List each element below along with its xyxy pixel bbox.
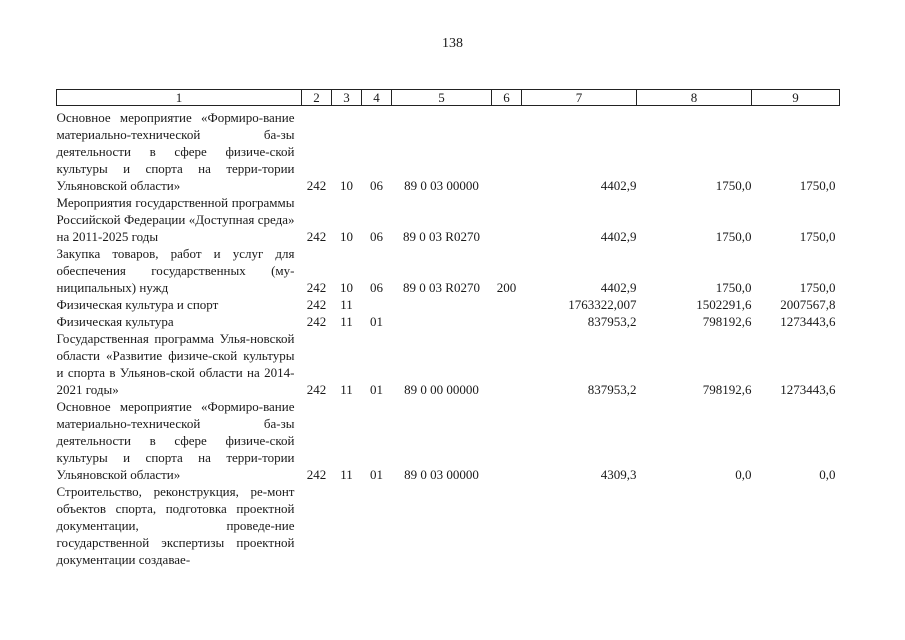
- row-csr: 89 0 00 00000: [404, 382, 479, 397]
- row-grbs: 242: [306, 178, 327, 193]
- row-pr: 06: [370, 178, 383, 193]
- row-vr: 200: [496, 280, 517, 295]
- row-grbs: 242: [306, 229, 327, 244]
- row-name: Мероприятия государственной программы Российской Федерации «Доступная среда» на 2011-2025 годы: [56, 195, 295, 244]
- row-vr: [492, 398, 522, 483]
- row-csr: 89 0 03 R0270: [403, 229, 480, 244]
- budget-table: [56, 89, 840, 568]
- row-vr: [492, 483, 522, 568]
- row-rz: 10: [340, 178, 353, 193]
- row-name: Государственная программа Улья-новской области «Развитие физиче-ской культуры и спорта в Ульянов-ской области на 2014-2021 годы»: [56, 331, 295, 397]
- row-vr: [492, 109, 522, 194]
- row-value-2021: 1273443,6: [780, 314, 836, 329]
- row-value-2021: 1750,0: [799, 178, 836, 193]
- row-value-2020: 0,0: [735, 467, 752, 482]
- table-row: [57, 398, 840, 483]
- row-csr: [392, 483, 492, 568]
- row-value-2021: 0,0: [819, 467, 836, 482]
- row-value-2021: 2007567,8: [780, 297, 836, 312]
- row-rz: 11: [340, 467, 353, 482]
- table-row: [57, 109, 840, 194]
- row-name: Основное мероприятие «Формиро-вание материально-технической ба-зы деятельности в сфере физиче-ской культуры и спорта на терри-тории Ульяновской области»: [56, 110, 295, 193]
- row-pr: 01: [370, 382, 383, 397]
- row-name: Физическая культура и спорт: [56, 297, 219, 312]
- table-row: [57, 330, 840, 398]
- row-rz: [332, 483, 362, 568]
- row-rz: 11: [340, 297, 353, 312]
- table-header-row: [57, 90, 840, 106]
- row-rz: 10: [340, 229, 353, 244]
- row-name: Физическая культура: [56, 314, 174, 329]
- header-cell: 5: [392, 90, 492, 106]
- header-cell: 4: [362, 90, 392, 106]
- row-value-2019: 1763322,007: [568, 297, 637, 312]
- row-rz: 11: [340, 314, 353, 329]
- row-value-2021: [752, 483, 840, 568]
- row-grbs: 242: [306, 297, 327, 312]
- row-csr: 89 0 03 00000: [404, 467, 479, 482]
- header-cell: 3: [332, 90, 362, 106]
- row-value-2019: 837953,2: [587, 382, 637, 397]
- row-vr: [492, 330, 522, 398]
- header-cell: 9: [752, 90, 840, 106]
- row-value-2019: [522, 483, 637, 568]
- row-grbs: 242: [306, 314, 327, 329]
- row-grbs: 242: [306, 280, 327, 295]
- table-row: [57, 296, 840, 313]
- row-grbs: [302, 483, 332, 568]
- row-csr: [392, 296, 492, 313]
- row-csr: 89 0 03 00000: [404, 178, 479, 193]
- header-cell: 6: [492, 90, 522, 106]
- table-row: [57, 245, 840, 296]
- row-csr: [392, 313, 492, 330]
- row-value-2020: 1750,0: [715, 280, 752, 295]
- row-grbs: 242: [306, 467, 327, 482]
- row-value-2019: 4402,9: [600, 178, 637, 193]
- row-value-2019: 4402,9: [600, 229, 637, 244]
- table-row: [57, 194, 840, 245]
- row-value-2020: 798192,6: [702, 382, 752, 397]
- row-value-2021: 1750,0: [799, 229, 836, 244]
- row-rz: 11: [340, 382, 353, 397]
- row-value-2019: 4309,3: [600, 467, 637, 482]
- row-value-2020: [637, 483, 752, 568]
- row-value-2020: 1750,0: [715, 178, 752, 193]
- row-vr: [492, 194, 522, 245]
- row-value-2019: 837953,2: [587, 314, 637, 329]
- row-value-2021: 1273443,6: [780, 382, 836, 397]
- row-pr: 01: [370, 467, 383, 482]
- row-vr: [492, 313, 522, 330]
- row-pr: [362, 296, 392, 313]
- row-grbs: 242: [306, 382, 327, 397]
- row-pr: [362, 483, 392, 568]
- header-cell: 2: [302, 90, 332, 106]
- row-name: Закупка товаров, работ и услуг для обеспечения государственных (му-ниципальных) нужд: [56, 246, 295, 295]
- row-value-2020: 798192,6: [702, 314, 752, 329]
- header-cell: 1: [57, 90, 302, 106]
- row-name: Строительство, реконструкция, ре-монт объектов спорта, подготовка проектной документации, проведе-ние государственной экспертизы проектной документации создавае-: [56, 484, 295, 567]
- header-cell: 8: [637, 90, 752, 106]
- row-value-2020: 1502291,6: [696, 297, 752, 312]
- row-rz: 10: [340, 280, 353, 295]
- page-number: 138: [442, 36, 463, 51]
- row-pr: 01: [370, 314, 383, 329]
- table-row: [57, 313, 840, 330]
- row-vr: [492, 296, 522, 313]
- header-cell: 7: [522, 90, 637, 106]
- row-pr: 06: [370, 280, 383, 295]
- row-value-2019: 4402,9: [600, 280, 637, 295]
- row-value-2020: 1750,0: [715, 229, 752, 244]
- row-name: Основное мероприятие «Формиро-вание материально-технической ба-зы деятельности в сфере физиче-ской культуры и спорта на терри-тории Ульяновской области»: [56, 399, 295, 482]
- table-row: [57, 483, 840, 568]
- row-csr: 89 0 03 R0270: [403, 280, 480, 295]
- row-value-2021: 1750,0: [799, 280, 836, 295]
- row-pr: 06: [370, 229, 383, 244]
